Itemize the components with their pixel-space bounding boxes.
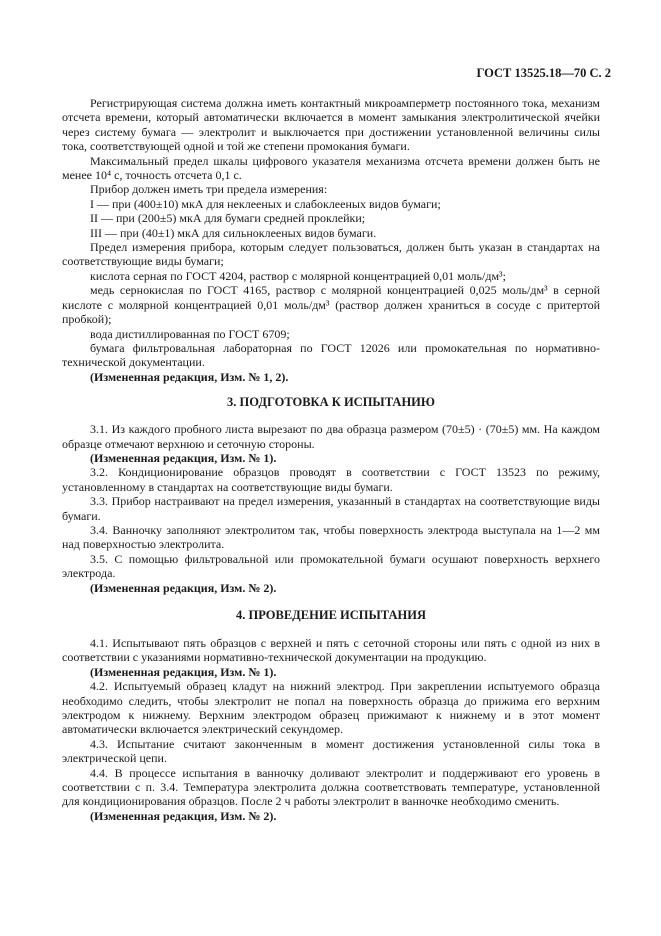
paragraph: 3.2. Кондиционирование образцов проводят в соответствии с ГОСТ 13523 по режиму, установленному в стандартах на соответствующие виды бумаги. <box>62 465 600 494</box>
paragraph: Регистрирующая система должна иметь контактный микроамперметр постоянного тока, механизм отсчета времени, который автоматически включается в момент замыкания электролитической ячейки через систему бумага — электролит и выключается при достижении установленной величины силы тока, соответствующей одной и той же степени промокания бумаги. <box>62 96 600 154</box>
paragraph: Прибор должен иметь три предела измерения: <box>90 182 328 197</box>
paragraph: 4.3. Испытание считают законченным в момент достижения установленной силы тока в электрической цепи. <box>62 736 600 766</box>
paragraph: I — при (400±10) мкА для неклееных и слабоклееных видов бумаги; <box>90 196 441 211</box>
paragraph: 4.1. Испытывают пять образцов с верхней и пять с сеточной стороны или пять с одной из них в соответствии с указаниями нормативно-технической документации на продукцию. <box>62 636 600 665</box>
paragraph: Максимальный предел шкалы цифрового указателя механизма отсчета времени должен быть не менее 10⁴ с, точность отсчета 0,1 с. <box>62 153 600 183</box>
section-equipment <box>62 96 600 384</box>
paragraph: 3.3. Прибор настраивают на предел измерения, указанный в стандартах на соответствующие виды бумаги. <box>62 494 600 523</box>
amendment-note: (Измененная редакция, Изм. № 1). <box>90 450 277 465</box>
paragraph: 4.4. В процессе испытания в ванночку доливают электролит и поддерживают его уровень в соответствии с п. 3.4. Температура электролита должна соответствовать температуре, установленной для кондиционирования образцов. После 2 ч работы электролит в ванночке необходимо сменить. <box>62 765 600 809</box>
paragraph: 4.2. Испытуемый образец кладут на нижний электрод. При закреплении испытуемого образца необходимо следить, чтобы электролит не попал на поверхность образца до прижима его верхним электродом к нижнему. Верхним электродом образец прижимают к нижнему и в этот момент автоматически включается электрический секундомер. <box>62 679 600 737</box>
paragraph: 3.4. Ванночку заполняют электролитом так, чтобы поверхность электрода выступала на 1—2 мм над поверхностью электролита. <box>62 522 600 552</box>
paragraph: II — при (200±5) мкА для бумаги средней проклейки; <box>90 211 366 226</box>
paragraph: медь сернокислая по ГОСТ 4165, раствор с молярной концентрацией 0,025 моль/дм³ в серной кислоте с молярной концентрацией 0,01 моль/дм³ (раствор должен храниться в сосуде с притертой пробкой); <box>62 283 600 327</box>
amendment-note: (Измененная редакция, Изм. № 2). <box>90 808 277 823</box>
amendment-note: (Измененная редакция, Изм. № 2). <box>90 580 277 595</box>
page-header: ГОСТ 13525.18—70 С. 2 <box>476 66 611 80</box>
section-title-testing: 4. ПРОВЕДЕНИЕ ИСПЫТАНИЯ <box>236 608 426 622</box>
amendment-note: (Измененная редакция, Изм. № 1, 2). <box>90 369 289 384</box>
paragraph: Предел измерения прибора, которым следует пользоваться, должен быть указан в стандартах на соответствующие виды бумаги; <box>62 240 600 269</box>
section-title-preparation: 3. ПОДГОТОВКА К ИСПЫТАНИЮ <box>227 395 435 410</box>
paragraph: бумага фильтровальная лабораторная по ГОСТ 12026 или промокательная по нормативно-технической документации. <box>62 340 600 370</box>
paragraph: III — при (40±1) мкА для сильноклееных видов бумаги. <box>90 225 377 240</box>
section-testing <box>62 636 600 823</box>
paragraph: 3.5. С помощью фильтровальной или промокательной бумаги осушают поверхность верхнего электрода. <box>62 551 600 581</box>
section-preparation <box>62 422 600 595</box>
paragraph: вода дистиллированная по ГОСТ 6709; <box>90 326 290 341</box>
paragraph: 3.1. Из каждого пробного листа вырезают по два образца размером (70±5) · (70±5) мм. На каждом образце отмечают верхнюю и сеточную стороны. <box>62 422 600 451</box>
amendment-note: (Измененная редакция, Изм. № 1). <box>90 664 277 679</box>
document-body <box>62 96 600 823</box>
paragraph: кислота серная по ГОСТ 4204, раствор с молярной концентрацией 0,01 моль/дм³; <box>90 268 506 283</box>
